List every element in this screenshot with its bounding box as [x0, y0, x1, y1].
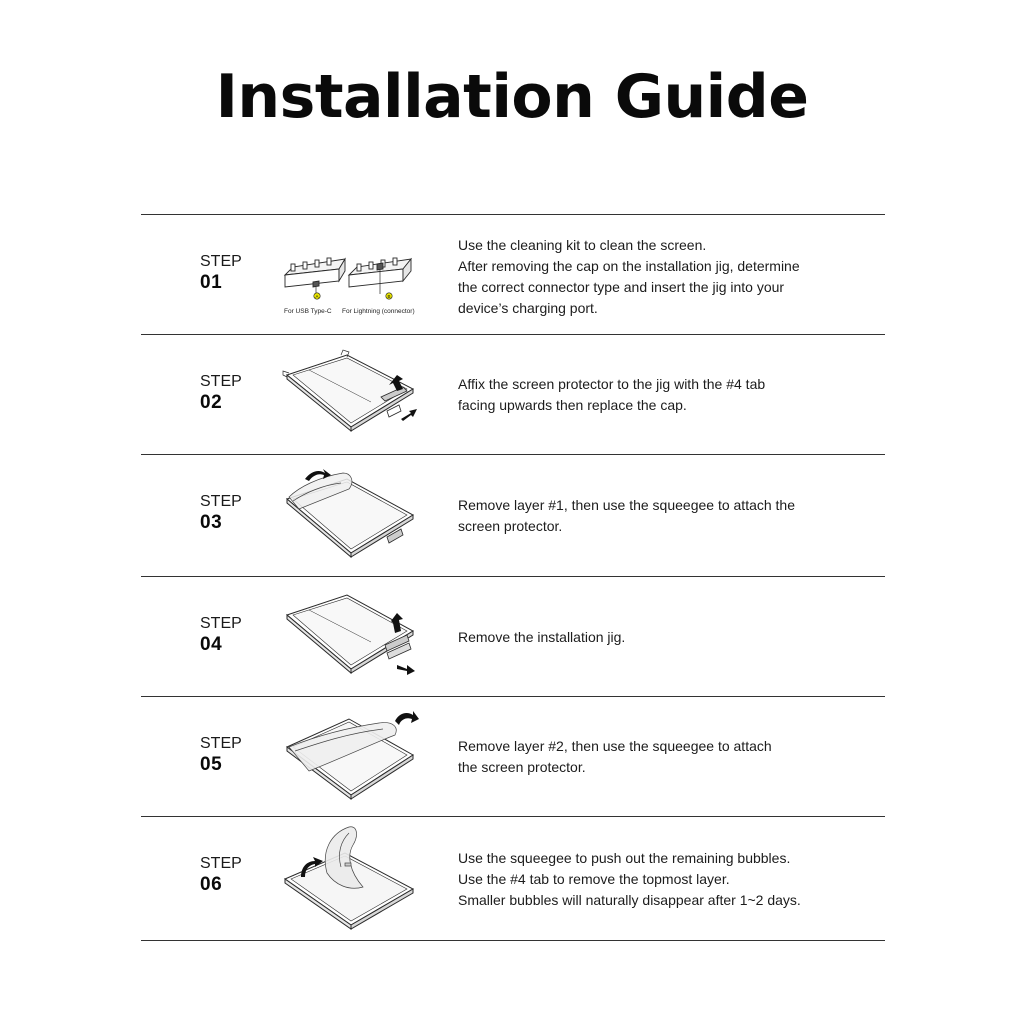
step-label [200, 613, 242, 655]
steps-list [141, 214, 885, 941]
badge-b-text: B [387, 294, 391, 299]
description-line: the screen protector. [458, 759, 586, 775]
step-word: STEP [200, 735, 242, 752]
step-label [200, 371, 242, 413]
illustration-affix-protector [279, 339, 429, 451]
description-line: Use the #4 tab to remove the topmost layer. [458, 871, 730, 887]
step-row-04 [141, 577, 885, 697]
step-number: 06 [200, 874, 223, 895]
step-number: 02 [200, 392, 223, 413]
description-line: Remove the installation jig. [458, 629, 626, 645]
description-line: screen protector. [458, 518, 563, 534]
step-word: STEP [200, 615, 242, 632]
tablet-icon [287, 595, 413, 673]
step-description [458, 848, 858, 911]
step-word: STEP [200, 253, 242, 270]
arrow-down-right-icon [397, 665, 415, 675]
step-description [458, 736, 858, 778]
step-description [458, 627, 858, 648]
jig-b-caption: For Lightning (connector) [342, 308, 415, 315]
step-number: 01 [200, 272, 223, 293]
step-label [200, 251, 242, 293]
illustration-peel-topmost-layer [279, 821, 429, 933]
page-title: Installation Guide [215, 62, 809, 132]
step-description [458, 374, 858, 416]
illustration-remove-layer-1 [279, 459, 429, 571]
step-word: STEP [200, 855, 242, 872]
jig-a-caption: For USB Type-C [284, 308, 332, 315]
description-line: Use the cleaning kit to clean the screen. [458, 237, 707, 253]
step-row-06 [141, 817, 885, 941]
curved-arrow-icon [395, 711, 419, 725]
step-number: 03 [200, 512, 223, 533]
step-row-03 [141, 455, 885, 577]
description-line: Use the squeegee to push out the remaining bubbles. [458, 850, 791, 866]
step-number: 05 [200, 754, 223, 775]
step-label [200, 853, 242, 895]
step-description [458, 235, 858, 319]
badge-a-text: A [315, 294, 319, 299]
illustration-remove-jig [279, 581, 429, 693]
arrow-left-icon [401, 409, 417, 421]
tablet-icon [283, 350, 413, 431]
step-label [200, 491, 242, 533]
description-line: Smaller bubbles will naturally disappear after 1~2 days. [458, 892, 801, 908]
step-description [458, 495, 858, 537]
jig-b-icon [349, 258, 411, 294]
description-line: the correct connector type and insert the jig into your [458, 279, 785, 295]
description-line: facing upwards then replace the cap. [458, 397, 687, 413]
jig-a-icon [285, 258, 345, 293]
step-label [200, 733, 242, 775]
description-line: After removing the cap on the installation jig, determine [458, 258, 800, 274]
step-word: STEP [200, 373, 242, 390]
step-row-02 [141, 335, 885, 455]
description-line: Affix the screen protector to the jig with the #4 tab [458, 376, 766, 392]
step-number: 04 [200, 634, 223, 655]
description-line: Remove layer #1, then use the squeegee to attach the [458, 497, 796, 513]
description-line: Remove layer #2, then use the squeegee to attach [458, 738, 772, 754]
description-line: device’s charging port. [458, 300, 598, 316]
step-row-01 [141, 215, 885, 335]
illustration-remove-layer-2 [279, 701, 429, 813]
step-row-05 [141, 697, 885, 817]
step-word: STEP [200, 493, 242, 510]
illustration-jig-connectors [279, 219, 429, 331]
